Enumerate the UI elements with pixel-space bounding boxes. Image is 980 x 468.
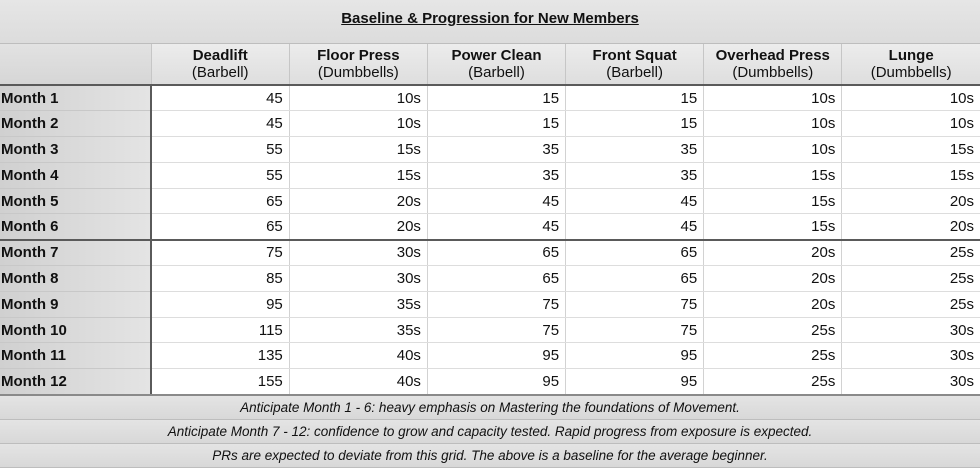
- table-cell[interactable]: 30s: [842, 343, 980, 369]
- table-cell[interactable]: 45: [151, 85, 289, 111]
- row-label[interactable]: Month 10: [0, 317, 151, 343]
- column-name: Power Clean: [451, 47, 542, 64]
- table-cell[interactable]: 25s: [842, 266, 980, 292]
- table-cell[interactable]: 30s: [842, 369, 980, 395]
- column-name: Deadlift: [192, 47, 248, 64]
- table-cell[interactable]: 20s: [704, 266, 842, 292]
- progression-table: [0, 44, 980, 396]
- table-cell[interactable]: 115: [151, 317, 289, 343]
- table-cell[interactable]: 45: [566, 214, 704, 240]
- table-row: [0, 162, 980, 188]
- table-row: [0, 111, 980, 137]
- table-cell[interactable]: 55: [151, 137, 289, 163]
- table-cell[interactable]: 95: [566, 369, 704, 395]
- row-label[interactable]: Month 2: [0, 111, 151, 137]
- table-cell[interactable]: 65: [151, 214, 289, 240]
- table-cell[interactable]: 55: [151, 162, 289, 188]
- table-cell[interactable]: 10s: [289, 111, 427, 137]
- table-cell[interactable]: 20s: [842, 214, 980, 240]
- table-cell[interactable]: 155: [151, 369, 289, 395]
- table-cell[interactable]: 45: [566, 188, 704, 214]
- table-cell[interactable]: 75: [151, 240, 289, 266]
- row-label[interactable]: Month 11: [0, 343, 151, 369]
- table-cell[interactable]: 40s: [289, 343, 427, 369]
- table-cell[interactable]: 15s: [289, 137, 427, 163]
- column-name: Front Squat: [592, 47, 677, 64]
- note-line[interactable]: PRs are expected to deviate from this grid. The above is a baseline for the average beginner.: [0, 444, 980, 468]
- header-row: [0, 44, 980, 85]
- column-header[interactable]: [566, 44, 704, 85]
- table-cell[interactable]: 20s: [289, 188, 427, 214]
- table-row: [0, 188, 980, 214]
- table-cell[interactable]: 85: [151, 266, 289, 292]
- table-cell[interactable]: 45: [427, 188, 565, 214]
- table-cell[interactable]: 65: [427, 240, 565, 266]
- table-row: [0, 137, 980, 163]
- row-label[interactable]: Month 3: [0, 137, 151, 163]
- table-cell[interactable]: 95: [151, 291, 289, 317]
- column-name: Lunge: [888, 47, 934, 64]
- table-row: [0, 266, 980, 292]
- table-cell[interactable]: 30s: [289, 240, 427, 266]
- column-unit: (Dumbbells): [870, 64, 952, 81]
- table-cell[interactable]: 35: [427, 137, 565, 163]
- table-cell[interactable]: 25s: [842, 291, 980, 317]
- column-unit: (Barbell): [468, 64, 525, 81]
- table-cell[interactable]: 15: [427, 85, 565, 111]
- column-name: Floor Press: [317, 47, 400, 64]
- table-cell[interactable]: 25s: [842, 240, 980, 266]
- row-label[interactable]: Month 7: [0, 240, 151, 266]
- table-cell[interactable]: 135: [151, 343, 289, 369]
- table-cell[interactable]: 75: [427, 291, 565, 317]
- table-cell[interactable]: 30s: [842, 317, 980, 343]
- table-row: [0, 291, 980, 317]
- table-cell[interactable]: 20s: [289, 214, 427, 240]
- table-cell[interactable]: 75: [566, 291, 704, 317]
- table-cell[interactable]: 30s: [289, 266, 427, 292]
- table-cell[interactable]: 65: [566, 240, 704, 266]
- table-cell[interactable]: 95: [427, 369, 565, 395]
- table-cell[interactable]: 25s: [704, 343, 842, 369]
- table-cell[interactable]: 35s: [289, 291, 427, 317]
- table-cell[interactable]: 15s: [289, 162, 427, 188]
- column-header[interactable]: [704, 44, 842, 85]
- column-unit: (Dumbbells): [732, 64, 814, 81]
- table-cell[interactable]: 95: [566, 343, 704, 369]
- table-row: [0, 343, 980, 369]
- table-row: [0, 214, 980, 240]
- table-cell[interactable]: 15s: [704, 214, 842, 240]
- column-name: Overhead Press: [715, 47, 830, 64]
- table-cell[interactable]: 15s: [704, 162, 842, 188]
- table-cell[interactable]: 10s: [842, 85, 980, 111]
- table-cell[interactable]: 25s: [704, 369, 842, 395]
- table-cell[interactable]: 20s: [704, 291, 842, 317]
- row-label[interactable]: Month 5: [0, 188, 151, 214]
- table-cell[interactable]: 65: [427, 266, 565, 292]
- table-cell[interactable]: 65: [566, 266, 704, 292]
- row-label[interactable]: Month 9: [0, 291, 151, 317]
- notes: [0, 396, 980, 468]
- table-row: [0, 85, 980, 111]
- table-cell[interactable]: 40s: [289, 369, 427, 395]
- table-cell[interactable]: 35s: [289, 317, 427, 343]
- title-row: [0, 0, 980, 44]
- table-cell[interactable]: 95: [427, 343, 565, 369]
- table-row: [0, 369, 980, 395]
- row-label[interactable]: Month 4: [0, 162, 151, 188]
- note-line[interactable]: Anticipate Month 7 - 12: confidence to grow and capacity tested. Rapid progress from exposure is expected.: [0, 420, 980, 444]
- table-title: Baseline & Progression for New Members: [341, 10, 639, 27]
- table-cell[interactable]: 10s: [704, 111, 842, 137]
- table-cell[interactable]: 75: [566, 317, 704, 343]
- column-header[interactable]: [289, 44, 427, 85]
- note-line[interactable]: Anticipate Month 1 - 6: heavy emphasis on Mastering the foundations of Movement.: [0, 396, 980, 420]
- table-cell[interactable]: 15: [566, 85, 704, 111]
- column-unit: (Barbell): [191, 64, 249, 81]
- table-cell[interactable]: 25s: [704, 317, 842, 343]
- table-cell[interactable]: 15s: [704, 188, 842, 214]
- table-cell[interactable]: 75: [427, 317, 565, 343]
- table-cell[interactable]: 10s: [704, 137, 842, 163]
- table-cell[interactable]: 35: [427, 162, 565, 188]
- row-label[interactable]: Month 6: [0, 214, 151, 240]
- row-label[interactable]: Month 12: [0, 369, 151, 395]
- table-cell[interactable]: 15s: [842, 162, 980, 188]
- table-cell[interactable]: 15: [427, 111, 565, 137]
- table-cell[interactable]: 45: [427, 214, 565, 240]
- column-header[interactable]: [842, 44, 980, 85]
- table-cell[interactable]: 20s: [704, 240, 842, 266]
- table-cell[interactable]: 10s: [289, 85, 427, 111]
- table-cell[interactable]: 45: [151, 111, 289, 137]
- column-unit: (Dumbbells): [317, 64, 399, 81]
- corner-cell[interactable]: [0, 44, 151, 85]
- table-cell[interactable]: 10s: [842, 111, 980, 137]
- table-row: [0, 317, 980, 343]
- table-cell[interactable]: 65: [151, 188, 289, 214]
- column-header[interactable]: [151, 44, 289, 85]
- row-label[interactable]: Month 8: [0, 266, 151, 292]
- column-header[interactable]: [427, 44, 565, 85]
- table-cell[interactable]: 15s: [842, 137, 980, 163]
- table-body: [0, 85, 980, 395]
- table-cell[interactable]: 10s: [704, 85, 842, 111]
- table-cell[interactable]: 20s: [842, 188, 980, 214]
- table-cell[interactable]: 35: [566, 137, 704, 163]
- column-unit: (Barbell): [606, 64, 663, 81]
- table-cell[interactable]: 15: [566, 111, 704, 137]
- table-cell[interactable]: 35: [566, 162, 704, 188]
- table-row: [0, 240, 980, 266]
- row-label[interactable]: Month 1: [0, 85, 151, 111]
